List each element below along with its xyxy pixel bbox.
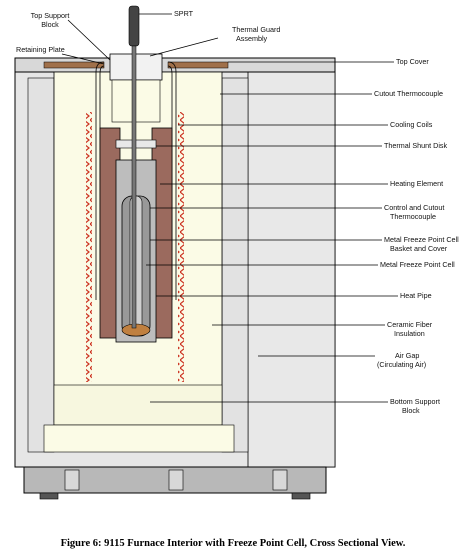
leader-top-support <box>68 20 110 60</box>
sprt-handle <box>129 6 139 46</box>
base-slot-middle <box>169 470 183 490</box>
label-spr: SPRT <box>174 9 194 18</box>
label-heat-pipe: Heat Pipe <box>400 291 432 300</box>
label-top-support-line1: Top Support <box>30 11 70 20</box>
label-control-cutout-line1: Control and Cutout <box>384 203 445 212</box>
label-retaining-plate: Retaining Plate <box>16 45 65 54</box>
left-foot <box>40 493 58 499</box>
label-ceramic-line2: Insulation <box>394 329 425 338</box>
label-thermal-guard-line2: Assembly <box>236 34 268 43</box>
base-insulation <box>44 425 234 452</box>
label-bottom-support-line1: Bottom Support <box>390 397 440 406</box>
label-cell: Metal Freeze Point Cell <box>380 260 455 269</box>
label-cell-basket-line2: Basket and Cover <box>390 244 448 253</box>
label-ceramic-line1: Ceramic Fiber <box>387 320 433 329</box>
label-cell-basket-line1: Metal Freeze Point Cell <box>384 235 459 244</box>
label-top-support-line2: Block <box>41 20 59 29</box>
left-wall-interior <box>28 78 54 452</box>
figure-caption: Figure 6: 9115 Furnace Interior with Freeze Point Cell, Cross Sectional View. <box>60 538 406 549</box>
label-heating-element: Heating Element <box>390 179 444 188</box>
right-foot <box>292 493 310 499</box>
base-slot-left <box>65 470 79 490</box>
label-thermal-guard-line1: Thermal Guard <box>232 25 281 34</box>
top-cover <box>15 58 335 72</box>
label-control-cutout-line2: Thermocouple <box>390 212 436 221</box>
label-thermal-shunt: Thermal Shunt Disk <box>384 141 448 150</box>
label-cutout-thermocouple: Cutout Thermocouple <box>374 89 443 98</box>
sprt-stem <box>132 46 136 328</box>
label-bottom-support-line2: Block <box>402 406 420 415</box>
label-cooling-coils: Cooling Coils <box>390 120 433 129</box>
bottom-support-block-shape <box>54 385 222 425</box>
base-platform <box>24 467 326 499</box>
label-air-gap-line1: Air Gap <box>395 351 420 360</box>
leader-thermal-guard <box>150 38 218 56</box>
left-coil-winding <box>86 112 92 382</box>
base-slot-right <box>273 470 287 490</box>
label-top-cover: Top Cover <box>396 57 429 66</box>
top-cover-right-insert <box>168 62 228 68</box>
right-coil-winding <box>178 112 184 382</box>
label-air-gap-line2: (Circulating Air) <box>377 360 427 369</box>
right-side-panel <box>248 70 335 467</box>
top-cover-left-insert <box>44 62 104 68</box>
